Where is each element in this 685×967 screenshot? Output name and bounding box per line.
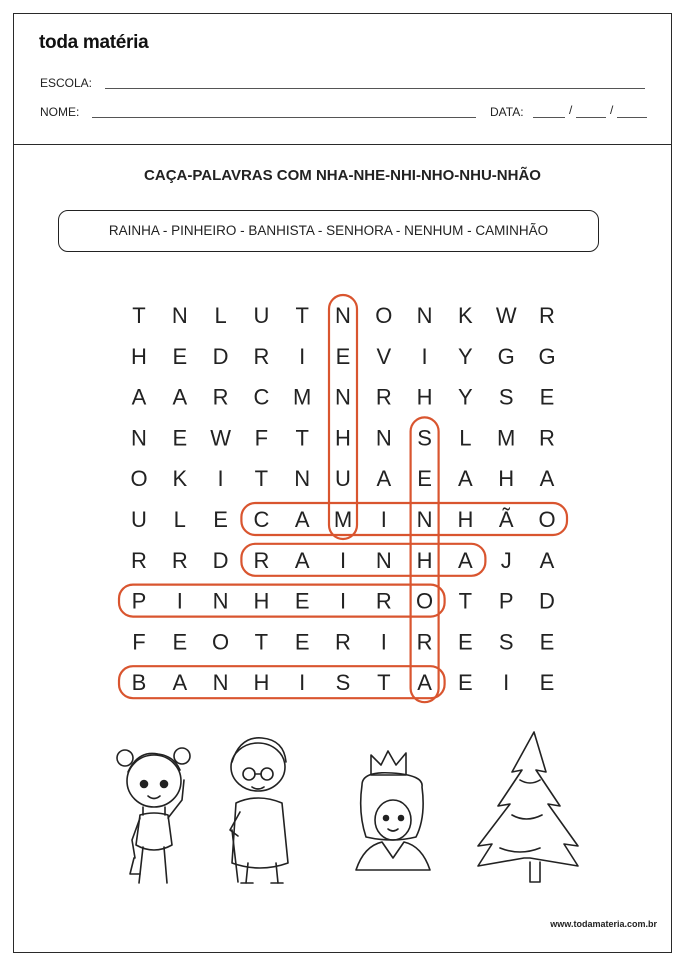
grid-letter[interactable]: W [210,425,231,451]
grid-letter[interactable]: D [539,588,555,614]
grid-letter[interactable]: U [335,466,351,492]
grid-letter[interactable]: R [335,629,351,655]
grid-letter[interactable]: J [500,547,512,573]
grid-letter[interactable]: N [416,507,433,532]
grid-letter[interactable]: L [173,507,186,532]
grid-letter[interactable]: N [131,425,147,451]
grid-letter[interactable]: I [339,547,347,573]
grid-letter[interactable]: N [335,303,351,328]
grid-letter[interactable]: P [131,588,147,614]
grid-letter[interactable]: E [213,507,228,532]
grid-letter[interactable]: A [172,384,188,410]
grid-letter[interactable]: Ã [498,507,514,532]
grid-letter[interactable]: D [212,343,229,369]
grid-letter[interactable]: I [421,343,428,369]
grid-letter[interactable]: E [172,629,188,655]
grid-letter[interactable]: A [131,384,147,410]
grid-letter[interactable]: M [497,425,516,451]
grid-letter[interactable]: E [172,425,188,451]
grid-letter[interactable]: T [254,629,269,655]
grid-letter[interactable]: I [503,670,510,696]
grid-letter[interactable]: K [172,466,188,492]
grid-letter[interactable]: A [458,466,473,492]
grid-letter[interactable]: O [375,303,393,328]
grid-letter[interactable]: R [131,547,147,573]
grid-letter[interactable]: R [539,425,555,451]
grid-letter[interactable]: A [294,507,310,532]
grid-letter[interactable]: A [539,547,555,573]
grid-letter[interactable]: C [253,507,270,532]
grid-letter[interactable]: H [457,507,474,532]
brand-logo: toda matéria [39,32,149,53]
grid-letter[interactable]: G [497,343,515,369]
grid-letter[interactable]: N [212,588,229,614]
grid-letter[interactable]: H [498,466,515,492]
grid-letter[interactable]: S [498,629,514,655]
grid-letter[interactable]: R [253,343,270,369]
grid-letter[interactable]: A [458,547,473,573]
grid-letter[interactable]: Y [458,343,473,369]
grid-letter[interactable]: H [335,425,351,451]
grid-letter[interactable]: H [131,343,147,369]
grandmother-icon [230,738,288,883]
grid-letter[interactable]: R [171,547,188,573]
grid-letter[interactable]: E [294,588,310,614]
grid-letter[interactable]: R [416,629,433,655]
date-label: DATA: [490,105,524,119]
grid-letter[interactable]: M [333,507,353,532]
queen-icon [356,751,430,870]
grid-letter[interactable]: I [380,629,387,655]
grid-letter[interactable]: N [416,303,433,328]
grid-letter[interactable]: E [172,343,188,369]
grid-letter[interactable]: W [495,303,517,328]
grid-letter[interactable]: E [539,670,555,696]
grid-letter[interactable]: S [417,425,432,451]
grid-letter[interactable]: R [253,547,270,573]
grid-letter[interactable]: E [294,629,310,655]
grid-letter[interactable]: I [299,343,306,369]
grid-letter[interactable]: H [416,547,433,573]
grid-letter[interactable]: K [458,303,473,328]
grid-letter[interactable]: H [253,670,270,696]
grid-letter[interactable]: Y [458,384,473,410]
grid-letter[interactable]: R [375,588,392,614]
grid-letter[interactable]: V [376,343,392,369]
grid-letter[interactable]: O [212,629,230,655]
grid-letter[interactable]: S [498,384,514,410]
word-list-box: RAINHA - PINHEIRO - BANHISTA - SENHORA - NENHUM - CAMINHÃO [58,210,599,252]
grid-letter[interactable]: A [417,670,432,696]
grid-letter[interactable]: T [254,466,269,492]
date-separator: / [610,103,614,117]
grid-letter[interactable]: F [132,629,146,655]
grid-letter[interactable]: T [458,588,473,614]
grid-letter[interactable]: E [539,629,555,655]
grid-letter[interactable]: B [131,670,147,696]
grid-letter[interactable]: I [217,466,224,492]
grid-letter[interactable]: A [539,466,555,492]
grid-letter[interactable]: U [131,507,147,532]
grid-letter[interactable]: E [417,466,432,492]
school-label: ESCOLA: [40,76,93,90]
grid-letter[interactable]: L [214,303,227,328]
grid-letter[interactable]: N [171,303,188,328]
grid-letter[interactable]: H [253,588,270,614]
grid-letter[interactable]: A [376,466,392,492]
grid-letter[interactable]: R [375,384,392,410]
footer-url: www.todamateria.com.br [550,919,657,929]
grid-letter[interactable]: G [538,343,556,369]
grid-letter[interactable]: M [293,384,312,410]
grid-letter[interactable]: O [130,466,148,492]
grid-letter[interactable]: E [335,343,351,369]
grid-letter[interactable]: D [212,547,229,573]
grid-letter[interactable]: E [458,629,473,655]
grid-letter[interactable]: I [176,588,183,614]
grid-letter[interactable]: S [335,670,351,696]
grid-letter[interactable]: H [416,384,433,410]
page-title: CAÇA-PALAVRAS COM NHA-NHE-NHI-NHO-NHU-NHÃO [144,167,541,184]
grid-letter[interactable]: R [539,303,555,328]
grid-letter[interactable]: N [294,466,311,492]
grid-letter[interactable]: C [253,384,270,410]
name-label: NOME: [40,105,80,119]
grid-letter[interactable]: T [295,425,309,451]
date-separator: / [569,103,573,117]
grid-letter[interactable]: N [375,547,392,573]
grid-letter[interactable]: U [253,303,270,328]
grid-letter[interactable]: A [294,547,310,573]
grid-letter[interactable]: L [459,425,472,451]
grid-letter[interactable]: T [132,303,146,328]
grid-letter[interactable]: N [212,670,229,696]
grid-letter[interactable]: T [377,670,391,696]
grid-letter[interactable]: I [380,507,387,532]
grid-letter[interactable]: I [299,670,306,696]
grid-letter[interactable]: I [339,588,347,614]
grid-letter[interactable]: O [538,507,556,532]
grid-letter[interactable]: A [172,670,188,696]
grid-letter[interactable]: E [539,384,555,410]
grid-letter[interactable]: P [498,588,514,614]
grid-letter[interactable]: R [212,384,229,410]
grid-letter[interactable]: O [416,588,434,614]
grid-letter[interactable]: N [375,425,392,451]
grid-letter[interactable]: T [295,303,309,328]
pine-tree-icon [478,732,578,882]
grid-letter[interactable]: E [458,670,473,696]
grid-letter[interactable]: F [254,425,269,451]
girl-swimsuit-icon [117,748,190,883]
grid-letter[interactable]: N [335,384,351,410]
